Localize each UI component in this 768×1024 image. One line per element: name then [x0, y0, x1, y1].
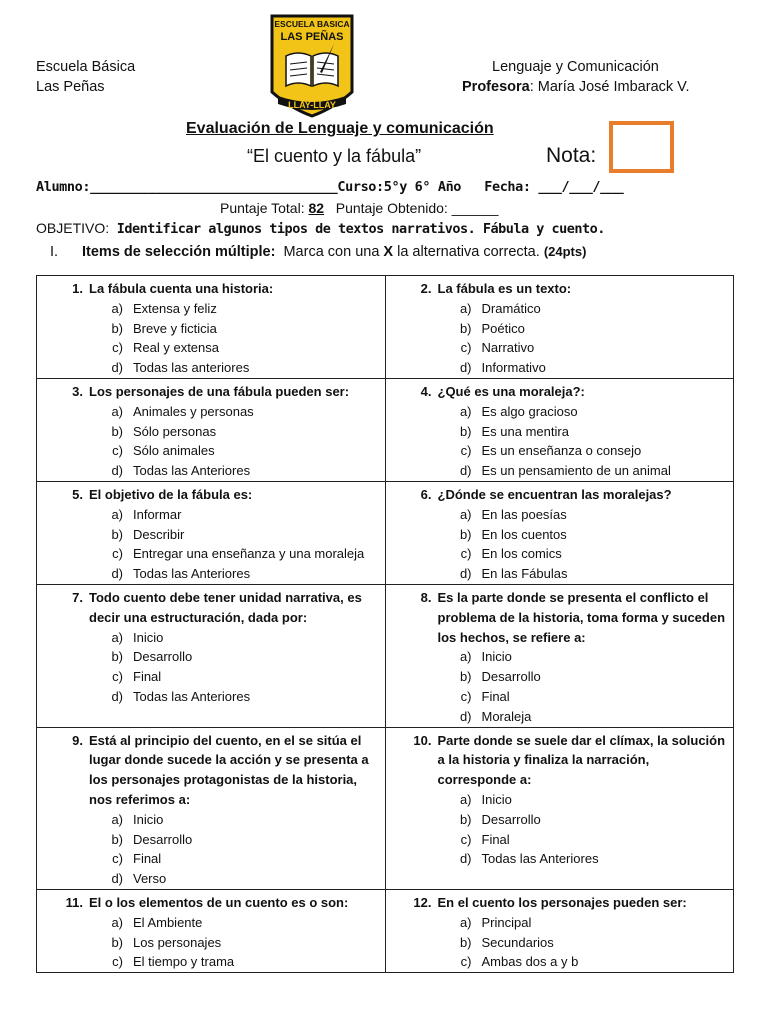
objective-line [36, 220, 605, 237]
option-text: Extensa y feliz [133, 300, 217, 316]
option-letter: d) [111, 688, 123, 704]
question-number: 8. [420, 589, 432, 605]
logo-text-2: LAS PEÑAS [280, 31, 344, 43]
teacher-name: : María José Imbarack V. [529, 79, 690, 95]
section-title: Items de selección múltiple: [82, 244, 276, 260]
answer-option[interactable] [392, 564, 730, 584]
option-text: Breve y ficticia [133, 320, 217, 336]
table-row [37, 727, 734, 889]
option-text: Animales y personas [133, 403, 254, 419]
option-letter: b) [111, 320, 123, 336]
question-cell [37, 727, 386, 889]
answer-option[interactable] [43, 319, 381, 339]
answer-option[interactable] [392, 505, 730, 525]
option-text: Final [481, 688, 510, 704]
answer-option[interactable] [43, 525, 381, 545]
answer-option[interactable] [43, 544, 381, 564]
option-letter: c) [112, 669, 123, 685]
section-points: (24pts) [543, 244, 587, 259]
question-head [392, 893, 730, 913]
answer-option[interactable] [392, 913, 730, 933]
objective-text: Identificar algunos tipos de textos narrativos. Fábula y cuento. [109, 221, 605, 237]
answer-option[interactable] [43, 358, 381, 378]
option-letter: d) [459, 708, 472, 724]
answer-option[interactable] [43, 913, 381, 933]
answer-option[interactable] [43, 647, 381, 667]
question-cell [37, 378, 386, 481]
option-text: Final [481, 831, 510, 847]
option-letter: c) [460, 954, 472, 970]
answer-option[interactable] [43, 628, 381, 648]
option-letter: b) [459, 526, 472, 542]
answer-option[interactable] [43, 461, 381, 481]
table-row [37, 481, 734, 584]
answer-option[interactable] [392, 525, 730, 545]
option-text: Informativo [481, 360, 546, 376]
answer-option[interactable] [392, 319, 730, 339]
answer-option[interactable] [392, 707, 730, 727]
answer-option[interactable] [43, 338, 381, 358]
question-text: Es la parte donde se presenta el conflicto el problema de la historia, toma forma y suceden los hechos, se refiere a: [437, 589, 726, 645]
option-letter: a) [111, 629, 123, 645]
question-head [43, 382, 381, 402]
option-text: Todas las Anteriores [133, 688, 251, 704]
answer-option[interactable] [392, 849, 730, 869]
option-text: Final [133, 669, 162, 685]
answer-option[interactable] [43, 687, 381, 707]
option-text: El tiempo y trama [133, 954, 235, 970]
option-text: El Ambiente [133, 914, 203, 930]
option-text: Todas las Anteriores [133, 566, 251, 582]
answer-option[interactable] [392, 358, 730, 378]
answer-option[interactable] [392, 402, 730, 422]
question-head [392, 382, 730, 402]
option-letter: d) [459, 360, 472, 376]
question-number: 9. [72, 732, 83, 748]
score-total-value: 82 [308, 200, 325, 216]
question-cell [385, 584, 734, 727]
question-text: El objetivo de la fábula es: [89, 486, 253, 502]
subject-block [462, 57, 690, 97]
option-letter: c) [112, 340, 123, 356]
school-line-1: Escuela Básica [36, 59, 136, 75]
curso-field: Curso:5°y 6° Año [337, 179, 462, 195]
nota-label: Nota: [546, 144, 597, 167]
option-letter: a) [459, 791, 472, 807]
question-text: La fábula es un texto: [437, 281, 572, 296]
answer-option[interactable] [43, 810, 381, 830]
score-line [220, 200, 498, 216]
answer-option[interactable] [392, 299, 730, 319]
question-text: ¿Qué es una moraleja?: [437, 383, 585, 399]
table-row [37, 276, 734, 379]
option-letter: a) [459, 914, 472, 930]
score-total-label: Puntaje Total: [220, 200, 305, 216]
alumno-field[interactable]: Alumno:________________________________ [36, 179, 338, 195]
option-text: En los cuentos [481, 526, 567, 542]
question-head [43, 485, 381, 505]
option-letter: b) [459, 320, 472, 336]
option-text: Real y extensa [133, 340, 219, 356]
answer-option[interactable] [392, 790, 730, 810]
option-text: Verso [133, 871, 167, 887]
question-text: En el cuento los personajes pueden ser: [437, 894, 687, 910]
logo-text-3: LLAY-LLAY [288, 100, 336, 110]
option-text: Inicio [481, 791, 512, 807]
questions-table [36, 275, 734, 973]
option-letter: d) [111, 871, 123, 887]
option-text: Moraleja [481, 708, 532, 724]
question-text: Los personajes de una fábula pueden ser: [89, 383, 350, 399]
answer-option[interactable] [392, 441, 730, 461]
instruction-post: la alternativa correcta. [393, 244, 540, 260]
option-letter: d) [111, 566, 123, 582]
option-letter: d) [459, 851, 472, 867]
question-cell [385, 727, 734, 889]
option-text: Desarrollo [133, 649, 193, 665]
logo-text-1: ESCUELA BASICA [274, 19, 350, 29]
answer-option[interactable] [43, 952, 381, 972]
option-letter: a) [459, 403, 472, 419]
option-letter: c) [460, 443, 472, 459]
option-letter: c) [112, 851, 123, 867]
question-cell [385, 889, 734, 972]
exam-title: Evaluación de Lenguaje y comunicación [186, 120, 494, 137]
question-cell [385, 378, 734, 481]
question-head [392, 731, 730, 790]
question-text: Parte donde se suele dar el clímax, la solución a la historia y finaliza la narración, corresponde a: [437, 732, 726, 788]
option-letter: c) [460, 831, 472, 847]
answer-option[interactable] [392, 952, 730, 972]
answer-option[interactable] [43, 667, 381, 687]
option-letter: b) [111, 649, 123, 665]
option-letter: d) [111, 360, 123, 376]
option-text: En los comics [481, 546, 562, 562]
answer-option[interactable] [392, 933, 730, 953]
question-text: Todo cuento debe tener unidad narrativa, es decir una estructuración, dada por: [89, 589, 362, 625]
option-text: Inicio [133, 629, 164, 645]
exam-subtitle: “El cuento y la fábula” [247, 146, 422, 166]
question-number: 5. [72, 486, 83, 502]
table-row [37, 584, 734, 727]
option-text: Desarrollo [481, 669, 541, 685]
option-letter: b) [111, 423, 123, 439]
question-head [392, 485, 730, 505]
question-text: Está al principio del cuento, en el se sitúa el lugar donde sucede la acción y se presenta a los personajes protagonistas de la historia, nos referimos a: [89, 732, 369, 807]
question-number: 11. [65, 894, 83, 910]
question-number: 10. [413, 732, 432, 748]
answer-option[interactable] [43, 849, 381, 869]
question-cell [37, 889, 386, 972]
question-number: 3. [72, 383, 83, 399]
option-letter: a) [459, 649, 472, 665]
option-text: Final [133, 851, 162, 867]
question-cell [37, 276, 386, 379]
option-text: Informar [133, 506, 182, 522]
option-text: En las poesías [481, 506, 567, 522]
option-letter: b) [111, 934, 123, 950]
option-letter: b) [459, 934, 472, 950]
student-line [36, 179, 623, 195]
answer-option[interactable] [392, 544, 730, 564]
option-letter: d) [459, 463, 472, 479]
question-cell [37, 481, 386, 584]
question-head [43, 731, 381, 810]
school-logo [268, 12, 356, 120]
school-line-2: Las Peñas [36, 79, 105, 95]
question-number: 12. [413, 894, 432, 910]
option-letter: b) [459, 669, 472, 685]
answer-option[interactable] [43, 422, 381, 442]
answer-option[interactable] [392, 687, 730, 707]
score-obtained[interactable]: Puntaje Obtenido: ______ [335, 200, 499, 216]
question-number: 1. [72, 281, 83, 296]
option-letter: b) [111, 831, 123, 847]
option-text: Desarrollo [481, 811, 541, 827]
option-text: Entregar una enseñanza y una moraleja [133, 546, 365, 562]
answer-option[interactable] [392, 667, 730, 687]
question-text: ¿Dónde se encuentran las moralejas? [437, 486, 672, 502]
question-number: 7. [72, 589, 83, 605]
option-text: Es un pensamiento de un animal [481, 463, 671, 479]
option-text: Es un enseñanza o consejo [481, 443, 642, 459]
option-text: Es una mentira [481, 423, 569, 439]
question-number: 6. [420, 486, 432, 502]
option-text: Poético [481, 320, 525, 336]
answer-option[interactable] [392, 647, 730, 667]
section-heading [50, 244, 586, 260]
option-text: En las Fábulas [481, 566, 568, 582]
option-letter: b) [111, 526, 123, 542]
answer-option[interactable] [43, 505, 381, 525]
school-name [36, 57, 135, 97]
answer-option[interactable] [392, 830, 730, 850]
option-letter: a) [111, 914, 123, 930]
option-text: Secundarios [481, 934, 554, 950]
option-letter: a) [111, 811, 123, 827]
option-letter: a) [111, 506, 123, 522]
nota-box[interactable] [609, 121, 674, 173]
question-head [43, 588, 381, 628]
question-head [392, 588, 730, 647]
option-text: Ambas dos a y b [481, 954, 579, 970]
question-head [392, 279, 730, 299]
option-text: Dramático [481, 300, 541, 316]
answer-option[interactable] [392, 810, 730, 830]
instruction-pre: Marca con una [283, 244, 384, 260]
option-text: Inicio [133, 811, 164, 827]
question-head [43, 279, 381, 299]
option-letter: a) [111, 300, 123, 316]
question-cell [385, 276, 734, 379]
option-text: Desarrollo [133, 831, 193, 847]
answer-option[interactable] [392, 338, 730, 358]
option-text: Narrativo [481, 340, 535, 356]
option-text: Es algo gracioso [481, 403, 578, 419]
option-text: Todas las Anteriores [481, 851, 599, 867]
option-letter: c) [112, 954, 123, 970]
instruction-x: X [383, 244, 394, 260]
answer-option[interactable] [43, 830, 381, 850]
option-letter: b) [459, 811, 472, 827]
answer-option[interactable] [392, 422, 730, 442]
answer-option[interactable] [43, 933, 381, 953]
answer-option[interactable] [43, 299, 381, 319]
subject-name: Lenguaje y Comunicación [492, 59, 659, 75]
question-cell [385, 481, 734, 584]
table-row [37, 889, 734, 972]
option-text: Todas las Anteriores [133, 463, 251, 479]
option-text: Sólo personas [133, 423, 217, 439]
question-text: La fábula cuenta una historia: [89, 281, 274, 296]
teacher-line [462, 77, 690, 97]
fecha-field[interactable]: Fecha: ___/___/___ [484, 179, 624, 195]
option-letter: c) [460, 546, 472, 562]
answer-option[interactable] [43, 564, 381, 584]
option-text: Los personajes [133, 934, 222, 950]
option-letter: b) [459, 423, 472, 439]
answer-option[interactable] [43, 402, 381, 422]
question-number: 4. [420, 383, 432, 399]
question-text: El o los elementos de un cuento es o son: [89, 894, 349, 910]
answer-option[interactable] [43, 441, 381, 461]
option-text: Principal [481, 914, 532, 930]
section-numeral: I. [50, 244, 59, 260]
answer-option[interactable] [43, 869, 381, 889]
question-number: 2. [420, 281, 432, 296]
table-row [37, 378, 734, 481]
teacher-label: Profesora [462, 79, 530, 95]
question-head [43, 893, 381, 913]
option-letter: c) [112, 443, 123, 459]
option-text: Sólo animales [133, 443, 215, 459]
option-letter: c) [112, 546, 123, 562]
question-cell [37, 584, 386, 727]
option-letter: d) [111, 463, 123, 479]
option-text: Describir [133, 526, 185, 542]
option-letter: d) [459, 566, 472, 582]
option-text: Todas las anteriores [133, 360, 250, 376]
option-letter: a) [111, 403, 123, 419]
option-letter: c) [460, 688, 472, 704]
option-letter: a) [459, 300, 472, 316]
option-text: Inicio [481, 649, 512, 665]
objective-label: OBJETIVO: [36, 220, 110, 236]
option-letter: c) [460, 340, 472, 356]
option-letter: a) [459, 506, 472, 522]
answer-option[interactable] [392, 461, 730, 481]
